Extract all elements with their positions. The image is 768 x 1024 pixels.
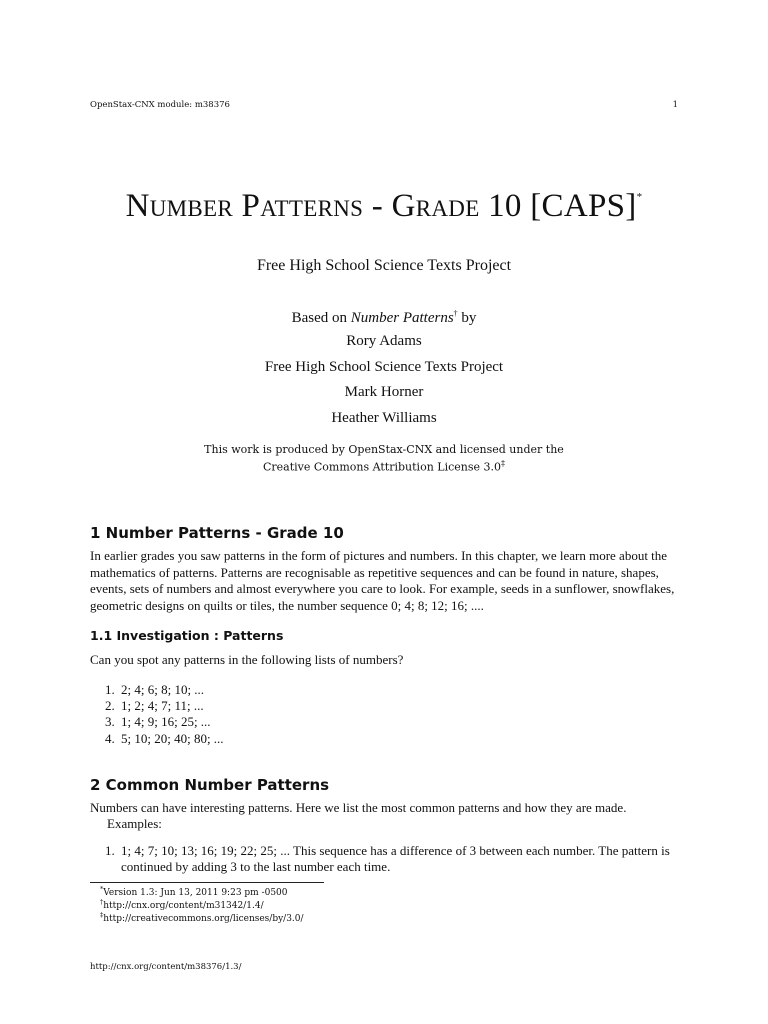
footnote bbox=[100, 885, 288, 898]
list-item-text: 1; 4; 7; 10; 13; 16; 19; 22; 25; ... This sequence has a difference of 3 between each number. The pattern is continued by adding 3 to the last number each time. bbox=[121, 843, 670, 875]
list-item-number: 4. bbox=[105, 730, 115, 746]
section-heading: 1 Number Patterns - Grade 10 bbox=[90, 524, 344, 542]
examples-list bbox=[105, 843, 681, 875]
footnote bbox=[100, 911, 304, 924]
license-name-text: Creative Commons Attribution License 3.0 bbox=[262, 460, 501, 474]
footnote-link[interactable]: http://cnx.org/content/m31342/1.4/ bbox=[103, 901, 264, 911]
module-id-header: OpenStax-CNX module: m38376 bbox=[90, 100, 230, 110]
section-paragraph: In earlier grades you saw patterns in the form of pictures and numbers. In this chapter, we learn more about the mathematics of patterns. Patterns are recognisable as repetitive sequences and can be found in nature, shapes, events, sets of numbers and almost everywhere you care to look. For example, seeds in a sunflower, snowflakes, geometric designs on quilts or tiles, the number sequence 0; 4; 8; 12; 16; .... bbox=[90, 548, 675, 613]
footnote-link[interactable]: http://creativecommons.org/licenses/by/3.0/ bbox=[103, 914, 304, 924]
footnote bbox=[100, 898, 264, 911]
list-item bbox=[105, 843, 681, 875]
license-name bbox=[0, 459, 768, 474]
list-item-text: 1; 2; 4; 7; 11; ... bbox=[121, 698, 204, 714]
title-footnote-marker: * bbox=[636, 191, 643, 203]
list-item bbox=[105, 731, 224, 747]
section-paragraph: Numbers can have interesting patterns. Here we list the most common patterns and how they are made. bbox=[90, 800, 627, 815]
document-title bbox=[0, 188, 768, 225]
subsection-heading: 1.1 Investigation : Patterns bbox=[90, 628, 284, 643]
list-item-text: 2; 4; 6; 8; 10; ... bbox=[121, 682, 205, 697]
author-name: Rory Adams bbox=[346, 333, 422, 349]
list-item-text: 5; 10; 20; 40; 80; ... bbox=[121, 730, 224, 746]
examples-label: Examples: bbox=[107, 816, 162, 831]
list-item-number: 1. bbox=[105, 843, 115, 858]
list-item bbox=[105, 698, 224, 714]
based-on-prefix: Based on bbox=[291, 310, 351, 326]
footnote-marker: † bbox=[100, 898, 104, 906]
list-item-text: 1; 4; 9; 16; 25; ... bbox=[121, 714, 211, 730]
license-line: This work is produced by OpenStax-CNX and licensed under the bbox=[204, 443, 564, 456]
project-subtitle: Free High School Science Texts Project bbox=[256, 257, 512, 274]
list-item bbox=[105, 682, 224, 698]
author-name: Mark Horner bbox=[344, 384, 424, 400]
work-footnote-marker: † bbox=[453, 309, 458, 318]
page-footer-url[interactable]: http://cnx.org/content/m38376/1.3/ bbox=[90, 962, 242, 972]
footnote-text: Version 1.3: Jun 13, 2011 9:23 pm -0500 bbox=[103, 888, 288, 898]
author-name: Free High School Science Texts Project bbox=[264, 359, 504, 375]
title-text: Number Patterns - Grade 10 [CAPS] bbox=[125, 188, 637, 224]
based-on-line bbox=[0, 309, 768, 327]
footnote-divider bbox=[90, 882, 324, 883]
footnote-marker: ‡ bbox=[100, 911, 104, 919]
original-work-title: Number Patterns bbox=[350, 310, 454, 326]
footnote-marker: * bbox=[100, 885, 104, 893]
page-number: 1 bbox=[672, 100, 678, 110]
list-item-number: 2. bbox=[105, 698, 115, 714]
based-on-suffix: by bbox=[457, 310, 477, 326]
list-item bbox=[105, 714, 224, 730]
list-item-number: 1. bbox=[105, 682, 115, 697]
license-footnote-marker: ‡ bbox=[501, 459, 505, 468]
author-name: Heather Williams bbox=[331, 410, 437, 426]
investigation-prompt: Can you spot any patterns in the following lists of numbers? bbox=[90, 652, 404, 667]
list-item-number: 3. bbox=[105, 714, 115, 730]
pattern-list bbox=[105, 682, 224, 747]
section-heading: 2 Common Number Patterns bbox=[90, 776, 330, 794]
